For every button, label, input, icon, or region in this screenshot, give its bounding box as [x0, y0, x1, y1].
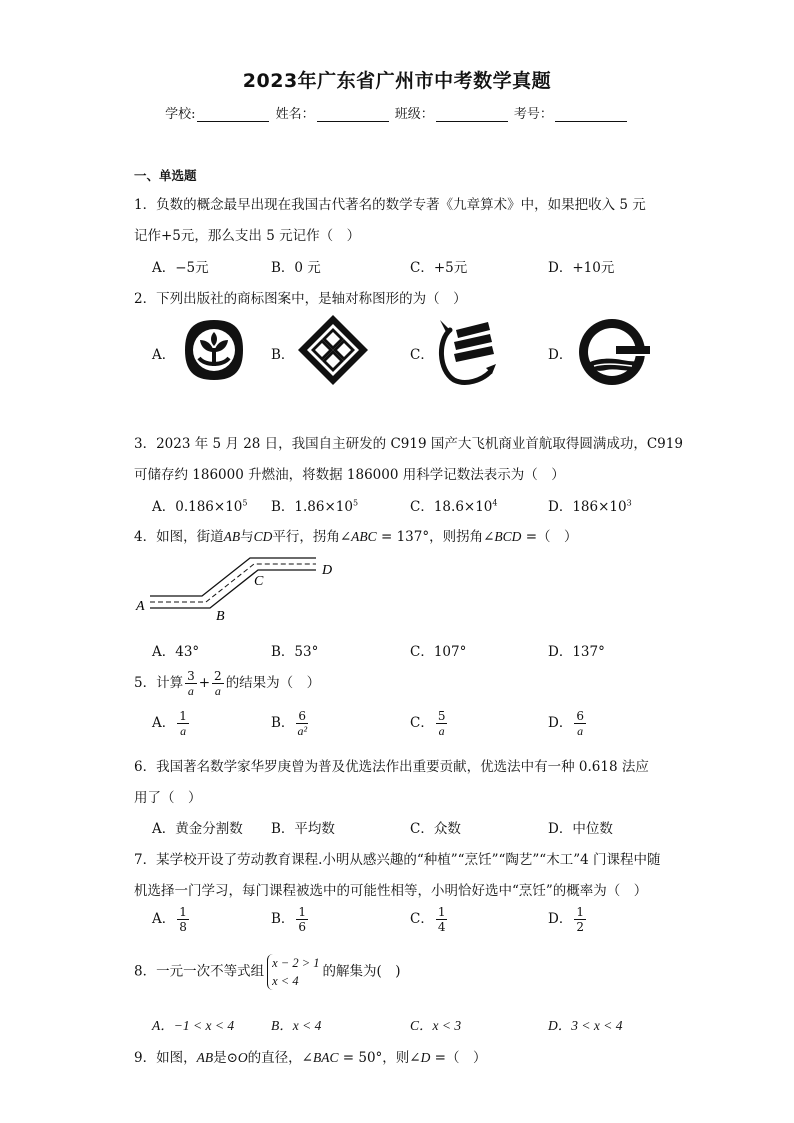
q3-option-b-exp: 5	[352, 498, 359, 508]
q6-option-c[interactable]: C．众数	[410, 821, 461, 837]
q8-post: 的解集为( )	[322, 963, 401, 980]
q7-option-b-den: 6	[298, 920, 307, 934]
section-heading: 一、单选题	[134, 168, 197, 183]
publisher-logo-a-icon	[183, 318, 245, 382]
q7-option-b[interactable]	[271, 906, 310, 933]
q5-option-c-num: 5	[437, 709, 446, 723]
q2-label-d[interactable]: D．	[548, 347, 573, 363]
q5-option-a-label: A．	[152, 715, 176, 731]
q7-option-d-den: 2	[576, 920, 584, 934]
q7-option-b-label: B．	[271, 911, 295, 927]
q4-cd: CD	[253, 529, 273, 544]
q2-label-b[interactable]: B．	[271, 347, 295, 363]
q8-inequality-2: x < 4	[272, 974, 299, 989]
q7-option-d-label: D．	[548, 911, 573, 927]
q4-text	[134, 525, 578, 545]
q4-mid2: 平行，拐角	[272, 529, 340, 545]
q5-pre: 5．计算	[134, 675, 184, 691]
diagram-label-d: D	[322, 563, 333, 578]
q8-option-d[interactable]: D．3 < x < 4	[548, 1018, 623, 1033]
q9-text	[134, 1046, 486, 1066]
class-label: 班级：	[394, 107, 434, 122]
publisher-logo-d-icon	[576, 316, 650, 388]
publisher-logo-b-icon	[296, 313, 370, 387]
q9-ab: AB	[196, 1050, 214, 1065]
q4-mid1: 与	[240, 529, 254, 545]
q1-option-a[interactable]: A．−5元	[152, 260, 209, 276]
name-label: 姓名：	[275, 107, 315, 122]
q7-option-c-den: 4	[437, 920, 446, 934]
q8-inequality-1: x − 2 > 1	[272, 956, 320, 970]
diagram-label-b: B	[216, 609, 225, 624]
q7-option-c[interactable]	[410, 906, 449, 933]
q3-option-a-value: 0.186×10	[175, 499, 243, 515]
q5-plus: +	[198, 675, 211, 691]
q4-eq1: = 137°，则拐角	[376, 529, 484, 545]
name-blank[interactable]	[317, 108, 389, 122]
q1-option-b[interactable]: B．0 元	[271, 260, 321, 276]
q5-option-d-num: 6	[576, 709, 584, 723]
q7-line1: 7．某学校开设了劳动教育课程.小明从感兴趣的“种植”“烹饪”“陶艺”“木工”4 门课程中随	[134, 852, 661, 868]
q8-text	[134, 954, 401, 990]
q3-option-c-label: C．	[410, 499, 434, 515]
number-blank[interactable]	[555, 108, 627, 122]
q7-option-a-den: 8	[179, 920, 187, 934]
q8-pre: 8．一元一次不等式组	[134, 963, 265, 980]
q5-option-a-num: 1	[179, 709, 187, 723]
q4-ab: AB	[223, 529, 241, 544]
q5-option-c-label: C．	[410, 715, 434, 731]
q5-frac1-den: a	[187, 684, 194, 698]
street-diagram	[136, 552, 346, 624]
q3-option-a-label: A．	[152, 499, 176, 515]
q9-angle: ∠BAC	[301, 1050, 339, 1065]
q3-option-a-exp: 5	[242, 498, 248, 508]
q7-option-b-num: 1	[298, 905, 307, 919]
q9-mid: 是	[213, 1050, 227, 1066]
q7-option-a-num: 1	[179, 905, 187, 919]
q3-option-a[interactable]	[152, 495, 247, 515]
q3-option-d-value: 186×10	[572, 499, 627, 515]
q7-option-d-num: 1	[576, 905, 584, 919]
q3-option-c-exp: 4	[492, 498, 498, 508]
publisher-logo-c-icon	[432, 318, 500, 386]
q7-option-c-num: 1	[437, 905, 446, 919]
q5-option-b[interactable]	[271, 710, 310, 737]
q3-option-b-value: 1.86×10	[294, 499, 353, 515]
q5-option-d-den: a	[577, 724, 584, 738]
q4-pre: 4．如图，街道	[134, 529, 224, 545]
q6-line2: 用了（ ）	[134, 790, 202, 806]
q7-option-a-label: A．	[152, 911, 176, 927]
q5-option-a-den: a	[180, 724, 187, 738]
diagram-label-c: C	[254, 574, 264, 589]
student-info-line	[0, 103, 794, 122]
q5-option-c[interactable]	[410, 710, 449, 737]
q1-option-c[interactable]: C．+5元	[410, 260, 468, 276]
q3-option-c-value: 18.6×10	[433, 499, 493, 515]
q7-option-d[interactable]	[548, 906, 588, 933]
q9-mid2: 的直径，	[247, 1050, 302, 1066]
diagram-label-a: A	[136, 599, 145, 614]
q5-option-d[interactable]	[548, 710, 588, 737]
school-blank[interactable]	[197, 108, 269, 122]
q6-line1: 6．我国著名数学家华罗庚曾为普及优选法作出重要贡献，优选法中有一种 0.618 法应	[134, 759, 649, 775]
q3-option-c[interactable]	[410, 495, 498, 515]
q9-circle: ⊙O	[226, 1050, 248, 1065]
q7-option-a[interactable]	[152, 906, 191, 933]
q2-label-a[interactable]: A．	[152, 347, 176, 363]
q8-option-a[interactable]: A．−1 < x < 4	[152, 1018, 235, 1033]
q5-option-a[interactable]	[152, 710, 191, 737]
q5-text	[134, 670, 320, 697]
q4-option-c[interactable]: C．107°	[410, 644, 467, 660]
q3-option-d-exp: 3	[626, 498, 632, 508]
q5-post: 的结果为（ ）	[225, 675, 321, 691]
q4-angle1: ∠ABC	[339, 529, 377, 544]
q4-option-d[interactable]: D．137°	[548, 644, 605, 660]
q1-line1: 1．负数的概念最早出现在我国古代著名的数学专著《九章算术》中，如果把收入 5 元	[134, 197, 646, 213]
q5-option-d-label: D．	[548, 715, 573, 731]
q2-label-c[interactable]: C．	[410, 347, 434, 363]
q6-option-a[interactable]: A．黄金分割数	[152, 821, 243, 837]
q5-frac2-num: 2	[214, 669, 222, 683]
q5-frac1-num: 3	[187, 669, 195, 683]
q5-option-c-den: a	[438, 724, 445, 738]
q1-option-d[interactable]: D．+10元	[548, 260, 615, 276]
q1-line2: 记作+5元，那么支出 5 元记作（ ）	[134, 228, 361, 244]
q9-angle2: ∠D	[409, 1050, 431, 1065]
q9-pre: 9．如图，	[134, 1050, 197, 1066]
number-label: 考号：	[513, 107, 553, 122]
q8-inequality-system	[267, 954, 319, 990]
q6-option-d[interactable]: D．中位数	[548, 821, 613, 837]
q7-option-c-label: C．	[410, 911, 434, 927]
q5-frac2-den: a	[214, 684, 221, 698]
q4-option-b[interactable]: B．53°	[271, 644, 319, 660]
q7-line2: 机选择一门学习，每门课程被选中的可能性相等，小明恰好选中“烹饪”的概率为（ ）	[134, 883, 648, 899]
q2-text: 2．下列出版社的商标图案中，是轴对称图形的为（ ）	[134, 291, 467, 307]
q8-option-c[interactable]: C．x < 3	[410, 1018, 462, 1033]
q9-eq: = 50°，则	[338, 1050, 410, 1066]
q3-option-b[interactable]	[271, 495, 358, 515]
school-label: 学校:	[165, 107, 196, 122]
q3-line2: 可储存约 186000 升燃油，将数据 186000 用科学记数法表示为（ ）	[134, 467, 565, 483]
q6-option-b[interactable]: B．平均数	[271, 821, 335, 837]
q5-option-b-label: B．	[271, 715, 295, 731]
q8-option-b[interactable]: B．x < 4	[271, 1018, 322, 1033]
q5-option-b-num: 6	[298, 709, 307, 723]
q4-eq2: =（ ）	[521, 529, 578, 545]
q4-option-a[interactable]: A．43°	[152, 644, 200, 660]
q5-option-b-den: a²	[297, 724, 308, 738]
class-blank[interactable]	[436, 108, 508, 122]
q3-option-d-label: D．	[548, 499, 573, 515]
q3-option-d[interactable]	[548, 495, 632, 515]
q9-post: =（ ）	[430, 1050, 487, 1066]
q3-option-b-label: B．	[271, 499, 295, 515]
q4-angle2: ∠BCD	[483, 529, 522, 544]
q3-line1: 3．2023 年 5 月 28 日，我国自主研发的 C919 国产大飞机商业首航取得圆满成功，C919	[134, 436, 683, 452]
page-title: 2023年广东省广州市中考数学真题	[242, 70, 552, 92]
